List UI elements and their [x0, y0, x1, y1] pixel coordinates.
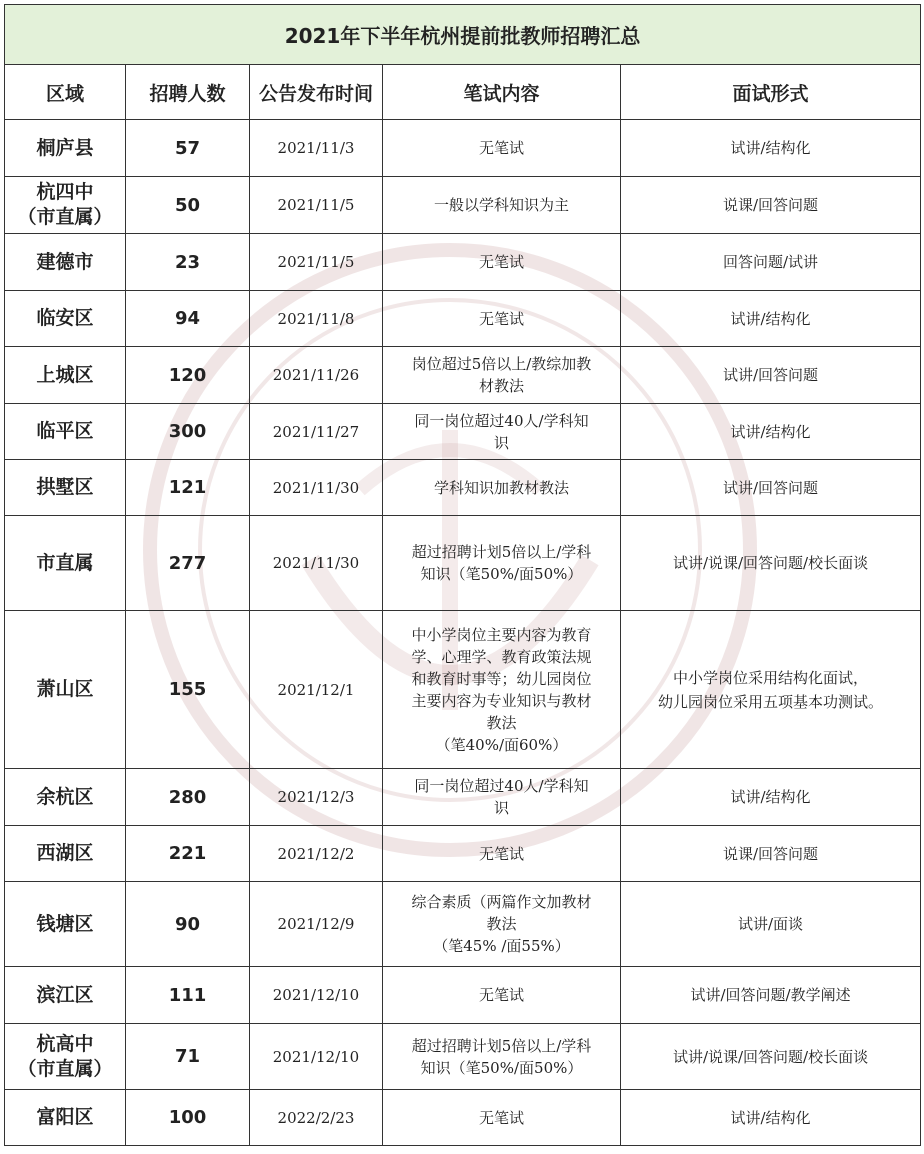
header-exam: 笔试内容: [383, 65, 621, 120]
table-row: [5, 234, 921, 291]
table-row: [5, 826, 921, 882]
date-cell: 2021/11/8: [250, 291, 383, 347]
exam-cell: 无笔试: [383, 234, 621, 291]
table-row: [5, 177, 921, 234]
interview-cell: 试讲/回答问题: [621, 347, 921, 404]
date-cell: 2021/11/3: [250, 120, 383, 177]
region-cell: 建德市: [5, 234, 126, 291]
table-row: [5, 967, 921, 1024]
interview-cell: 试讲/结构化: [621, 120, 921, 177]
region-cell: 富阳区: [5, 1090, 126, 1146]
recruitment-table: [4, 4, 921, 1146]
table-row: [5, 882, 921, 967]
interview-cell: 说课/回答问题: [621, 826, 921, 882]
count-cell: 71: [126, 1024, 250, 1090]
count-cell: 57: [126, 120, 250, 177]
region-cell: 杭四中 （市直属）: [5, 177, 126, 234]
exam-cell: 无笔试: [383, 120, 621, 177]
count-cell: 111: [126, 967, 250, 1024]
count-cell: 50: [126, 177, 250, 234]
date-cell: 2021/11/5: [250, 234, 383, 291]
count-cell: 155: [126, 611, 250, 769]
region-cell: 桐庐县: [5, 120, 126, 177]
count-cell: 120: [126, 347, 250, 404]
table-row: [5, 1024, 921, 1090]
count-cell: 277: [126, 516, 250, 611]
region-cell: 萧山区: [5, 611, 126, 769]
exam-cell: 超过招聘计划5倍以上/学科 知识（笔50%/面50%）: [383, 516, 621, 611]
interview-cell: 试讲/结构化: [621, 291, 921, 347]
date-cell: 2021/11/27: [250, 404, 383, 460]
date-cell: 2021/11/30: [250, 516, 383, 611]
date-cell: 2021/12/1: [250, 611, 383, 769]
interview-cell: 试讲/结构化: [621, 404, 921, 460]
exam-cell: 超过招聘计划5倍以上/学科 知识（笔50%/面50%）: [383, 1024, 621, 1090]
interview-cell: 试讲/回答问题: [621, 460, 921, 516]
region-cell: 市直属: [5, 516, 126, 611]
interview-cell: 回答问题/试讲: [621, 234, 921, 291]
table-row: [5, 460, 921, 516]
header-date: 公告发布时间: [250, 65, 383, 120]
interview-cell: 中小学岗位采用结构化面试， 幼儿园岗位采用五项基本功测试。: [621, 611, 921, 769]
date-cell: 2021/12/9: [250, 882, 383, 967]
table-row: [5, 347, 921, 404]
table-row: [5, 769, 921, 826]
region-cell: 钱塘区: [5, 882, 126, 967]
interview-cell: 试讲/结构化: [621, 769, 921, 826]
header-region: 区域: [5, 65, 126, 120]
interview-cell: 试讲/说课/回答问题/校长面谈: [621, 1024, 921, 1090]
region-cell: 余杭区: [5, 769, 126, 826]
interview-cell: 说课/回答问题: [621, 177, 921, 234]
count-cell: 100: [126, 1090, 250, 1146]
interview-cell: 试讲/回答问题/教学阐述: [621, 967, 921, 1024]
region-cell: 滨江区: [5, 967, 126, 1024]
exam-cell: 无笔试: [383, 291, 621, 347]
count-cell: 121: [126, 460, 250, 516]
date-cell: 2021/12/10: [250, 1024, 383, 1090]
date-cell: 2021/11/26: [250, 347, 383, 404]
date-cell: 2022/2/23: [250, 1090, 383, 1146]
table-row: [5, 120, 921, 177]
count-cell: 221: [126, 826, 250, 882]
header-interview: 面试形式: [621, 65, 921, 120]
exam-cell: 岗位超过5倍以上/教综加教 材教法: [383, 347, 621, 404]
date-cell: 2021/11/5: [250, 177, 383, 234]
count-cell: 94: [126, 291, 250, 347]
region-cell: 杭高中 （市直属）: [5, 1024, 126, 1090]
table-title: 2021年下半年杭州提前批教师招聘汇总: [5, 5, 921, 65]
exam-cell: 无笔试: [383, 1090, 621, 1146]
exam-cell: 中小学岗位主要内容为教育 学、心理学、教育政策法规 和教育时事等；幼儿园岗位 主要内容为专业知识与教材 教法 （笔40%/面60%）: [383, 611, 621, 769]
exam-cell: 同一岗位超过40人/学科知 识: [383, 404, 621, 460]
header-count: 招聘人数: [126, 65, 250, 120]
date-cell: 2021/12/3: [250, 769, 383, 826]
date-cell: 2021/12/10: [250, 967, 383, 1024]
count-cell: 300: [126, 404, 250, 460]
exam-cell: 无笔试: [383, 967, 621, 1024]
table-row: [5, 1090, 921, 1146]
table-row: [5, 404, 921, 460]
count-cell: 90: [126, 882, 250, 967]
date-cell: 2021/11/30: [250, 460, 383, 516]
region-cell: 拱墅区: [5, 460, 126, 516]
region-cell: 临平区: [5, 404, 126, 460]
table-row: [5, 611, 921, 769]
region-cell: 上城区: [5, 347, 126, 404]
count-cell: 280: [126, 769, 250, 826]
region-cell: 临安区: [5, 291, 126, 347]
interview-cell: 试讲/说课/回答问题/校长面谈: [621, 516, 921, 611]
exam-cell: 综合素质（两篇作文加教材 教法 （笔45% /面55%）: [383, 882, 621, 967]
exam-cell: 同一岗位超过40人/学科知 识: [383, 769, 621, 826]
interview-cell: 试讲/面谈: [621, 882, 921, 967]
exam-cell: 学科知识加教材教法: [383, 460, 621, 516]
interview-cell: 试讲/结构化: [621, 1090, 921, 1146]
table-row: [5, 291, 921, 347]
date-cell: 2021/12/2: [250, 826, 383, 882]
region-cell: 西湖区: [5, 826, 126, 882]
table-row: [5, 516, 921, 611]
count-cell: 23: [126, 234, 250, 291]
exam-cell: 一般以学科知识为主: [383, 177, 621, 234]
exam-cell: 无笔试: [383, 826, 621, 882]
